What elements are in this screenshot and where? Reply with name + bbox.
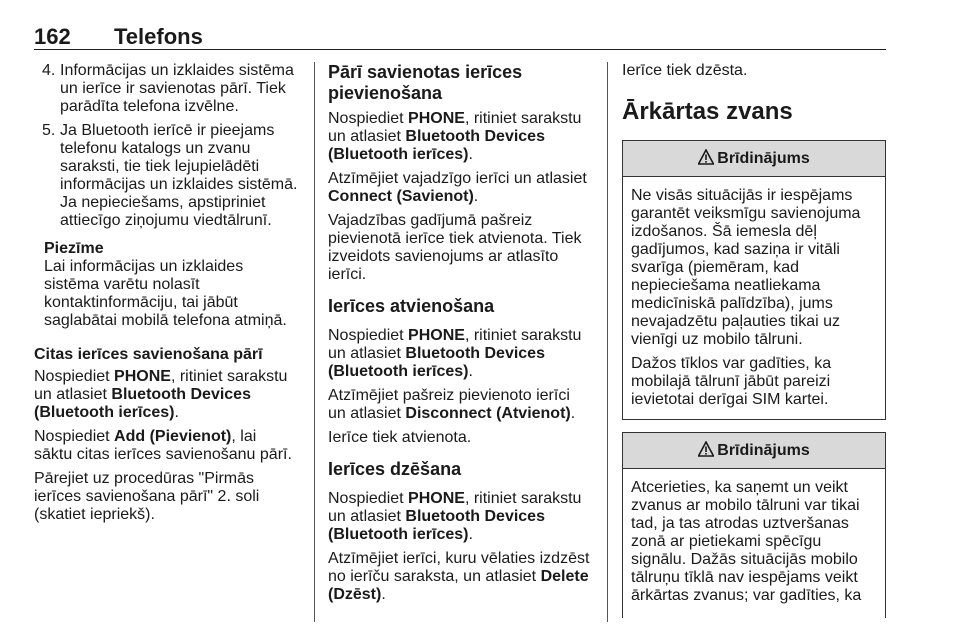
- section-heading: Pārī savienotas ierīces pievienošana: [328, 62, 523, 103]
- paragraph: Atzīmējiet pašreiz pievienoto ierīci un atlasiet Disconnect (Atvienot).: [328, 387, 576, 422]
- list-number: 4.: [42, 62, 56, 79]
- paragraph: Nospiediet PHONE, ritiniet sarakstu un atlasiet Bluetooth Devices (Bluetooth ierīces).: [328, 490, 582, 543]
- chapter-title: Telefons: [114, 24, 203, 49]
- section-title: Ārkārtas zvans: [622, 98, 793, 125]
- column-left: [34, 62, 298, 530]
- warning-header: [623, 433, 885, 469]
- warning-icon: [698, 149, 714, 165]
- warning-icon: [698, 441, 714, 457]
- section-heading: Ierīces atvienošana: [328, 296, 495, 316]
- column-divider: [314, 62, 315, 622]
- note-text: Lai informācijas un izklaides sistēma varētu nolasīt kontaktinformāciju, tai jābūt saglabātai mobilā telefona atmiņā.: [44, 258, 287, 329]
- paragraph: Ierīce tiek atvienota.: [328, 429, 472, 446]
- note-title: Piezīme: [44, 240, 104, 257]
- warning-box: [622, 140, 886, 420]
- paragraph: Vajadzības gadījumā pašreiz pievienotā ierīce tiek atvienota. Tiek izveidots savienojums ar atlasīto ierīci.: [328, 212, 582, 283]
- warning-label: Brīdinājums: [717, 150, 810, 167]
- warning-body: [623, 469, 885, 615]
- list-text: Informācijas un izklaides sistēma un ierīce ir savienotas pārī. Tiek parādīta telefona izvēlne.: [60, 62, 294, 115]
- column-divider: [607, 62, 608, 622]
- paragraph: Atzīmējiet vajadzīgo ierīci un atlasiet Connect (Savienot).: [328, 170, 587, 205]
- column-right: [622, 62, 886, 630]
- warning-text: Atcerieties, ka saņemt un veikt zvanus ar mobilo tālruni var tikai tad, ja tas atrodas uztveršanas zonā ar pietiekami spēcīgu signālu. Dažās situācijās mobilo tālruņu tīklā nav iespējams veikt ārkārtas zvanus; var gadīties, ka: [631, 479, 862, 604]
- section-heading: Ierīces dzēšana: [328, 459, 462, 479]
- warning-label: Brīdinājums: [717, 442, 810, 459]
- list-number: 5.: [42, 122, 56, 139]
- paragraph: Atzīmējiet ierīci, kuru vēlaties izdzēst no ierīču saraksta, un atlasiet Delete (Dzēst).: [328, 550, 590, 603]
- subsection-heading: Citas ierīces savienošana pārī: [34, 346, 263, 363]
- warning-text: Ne visās situācijās ir iespējams garantēt veiksmīgu savienojuma izdošanos. Šā iemesla dēļ gadījumos, kad saziņa ir vitāli svarīga (piemēram, kad nepieciešama neatliekama medicīniskā palīdzība), jums nevajadzētu paļauties tikai uz vienīgi uz mobilo tālruni.: [631, 187, 861, 348]
- column-middle: [328, 62, 592, 610]
- paragraph: Nospiediet PHONE, ritiniet sarakstu un atlasiet Bluetooth Devices (Bluetooth ierīces).: [34, 368, 288, 421]
- list-text: Ja Bluetooth ierīcē ir pieejams telefonu katalogs un zvanu saraksti, tie tiek lejupielādēti informācijas un izklaides sistēmā. Ja nepieciešams, apstipriniet attiecīgo ziņojumu viedtālrunī.: [60, 122, 298, 229]
- list-item: [34, 122, 298, 230]
- paragraph: Pārejiet uz procedūras "Pirmās ierīces savienošana pārī" 2. soli (skatiet iepriekš).: [34, 470, 260, 523]
- page-number: 162: [34, 24, 71, 49]
- warning-header: [623, 141, 885, 177]
- page-header: [34, 20, 886, 50]
- paragraph: Nospiediet Add (Pievienot), lai sāktu citas ierīces savienošanu pārī.: [34, 428, 292, 463]
- note-block: [34, 240, 298, 330]
- warning-text: Dažos tīklos var gadīties, ka mobilajā tālrunī jābūt pareizi ievietotai derīgai SIM kartei.: [631, 355, 832, 408]
- paragraph: Nospiediet PHONE, ritiniet sarakstu un atlasiet Bluetooth Devices (Bluetooth ierīces).: [328, 110, 582, 163]
- warning-box: [622, 432, 886, 618]
- list-item: [34, 62, 298, 116]
- paragraph: Nospiediet PHONE, ritiniet sarakstu un atlasiet Bluetooth Devices (Bluetooth ierīces).: [328, 327, 582, 380]
- paragraph: Ierīce tiek dzēsta.: [622, 62, 748, 79]
- warning-body: [623, 177, 885, 419]
